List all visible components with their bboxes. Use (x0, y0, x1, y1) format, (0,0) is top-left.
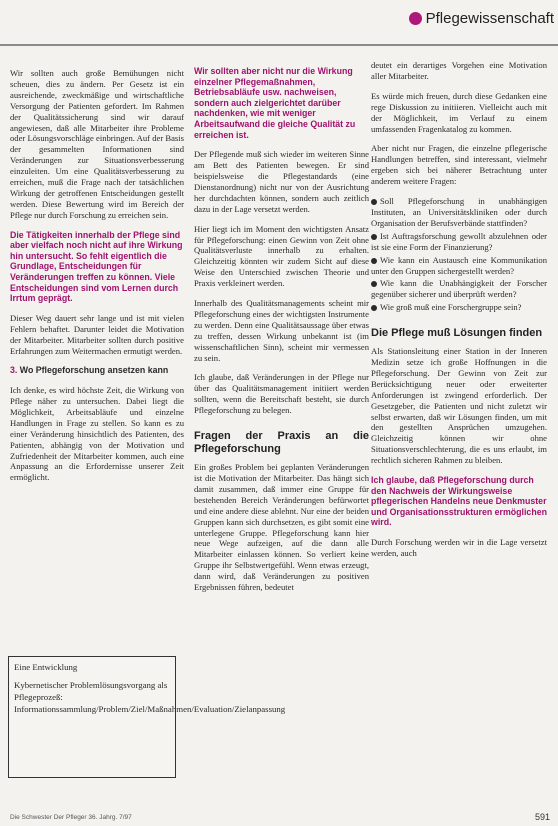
list-item: Ist Auftragsforschung gewollt abzulehnen oder ist sie eine Form der Finanzierung? (371, 230, 547, 252)
bullet-icon (371, 258, 377, 264)
bullet-icon (371, 305, 377, 311)
column-2 (194, 66, 369, 796)
question-list (371, 196, 547, 313)
paragraph: Dieser Weg dauert sehr lange und ist mit vielen Fehlern behaftet. Darunter leidet die Motivation der Mitarbeiter. Mitarbeiter sollten durch positive Erfahrungen zum Weitermachen ermutigt werden. (10, 312, 184, 356)
paragraph: Es würde mich freuen, durch diese Gedanken eine rege Diskussion zu initiieren. Vielleicht auch mit der Möglichkeit, im Verlauf zu einem umfassenden Fragenkatalog zu kommen. (371, 90, 547, 134)
section-dot-icon (409, 12, 422, 25)
paragraph: Wir sollten auch große Bemühungen nicht scheuen, dies zu ändern. Per Gesetz ist ein ausreichende, zweckmäßige und wirtschaftliche Versorgung der Patienten gefordert. Im Rahmen der Qualitätssicherung sind wir darauf angewiesen, daß alle Mitarbeiter ihre Probleme oder Lösungsvorschläge einbringen. Auf der Basis der gesammelten Informationen sind Veränderungen zur Situationsverbesserung einzuleiten. Um eine Qualitätsverbesserung zu erreichen, muß die Frage nach der tatsächlichen Wirkung der getroffenen Entscheidungen gestellt werden. Diese Bewertung wird im Bereich der Pflege nur durch Forschung zu erreichen sein. (10, 68, 184, 220)
section-tag (409, 10, 554, 27)
paragraph: Durch Forschung werden wir in die Lage versetzt werden, auch (371, 537, 547, 558)
section-title: Pflegewissenschaft (425, 10, 554, 27)
paragraph: Innerhalb des Qualitätsmanagements scheint mir Pflegeforschung eines der wichtigsten Instrumente zu werden. Denn eine Qualitätsaussage über etwas zu treffen, dessen Wirkung unbekannt ist (im wissenschaftlichen Sinn), scheint mir vermessen zu sein. (194, 298, 369, 363)
footer-source: Die Schwester Der Pfleger 36. Jahrg. 7/97 (10, 814, 132, 821)
subheading-text: Wo Pflegeforschung ansetzen kann (19, 365, 169, 376)
paragraph: Aber nicht nur Fragen, die einzelne pflegerische Handlungen betreffen, sind interessant, vielmehr ergeben sich bei näherer Betrachtung unter anderem weitere Fragen: (371, 143, 547, 187)
column-3 (371, 60, 547, 790)
paragraph: deutet ein derartiges Vorgehen eine Motivation aller Mitarbeiter. (371, 60, 547, 81)
info-box-title: Eine Entwicklung (14, 662, 78, 672)
bullet-icon (371, 199, 377, 205)
pull-quote: Die Tätigkeiten innerhalb der Pflege sind aber vielfach noch nicht auf ihre Wirkung hin untersucht. So fehlt eigentlich die Grundlage, Entscheidungen für Veränderungen treffen zu können. Viele Entscheidungen sind vom Lernen durch Irrtum geprägt. (10, 229, 183, 304)
pull-quote: Ich glaube, daß Pflegeforschung durch den Nachweis der Wirkungsweise pflegerischen Handelns neue Denkmuster und Organisationsstrukturen ermöglichen wird. (371, 475, 547, 528)
paragraph: Der Pflegende muß sich wieder im weiteren Sinne am Bett des Patienten bewegen. Er sind beispielsweise die Pflegestandards (eine Dienstanordnung) nicht nur von der Ausrichtung her durchdachten können, sondern auch zeitlich dazu in der Lage versetzt werden. (194, 149, 369, 214)
bullet-icon (371, 281, 377, 287)
list-item: Wie groß muß eine Forschergruppe sein? (371, 302, 547, 313)
info-box-body: Kybernetischer Problemlösungsvorgang als Pflegeprozeß: Informationssammlung/Problem/Ziel/Maßnahmen/Evaluation/Zielanpassung (14, 680, 286, 714)
bullet-icon (371, 234, 377, 240)
subheading-number: 3. (10, 365, 18, 376)
paragraph: Ich glaube, daß Veränderungen in der Pflege nur über das Qualitätsmanagement initiiert werden sollten, wenn die Bereitschaft besteht, sie durch Pflegeforschung zu belegen. (194, 372, 369, 416)
list-item: Wie kann ein Austausch eine Kommunikation unter den Gruppen sichergestellt werden? (371, 254, 547, 276)
list-item: Wie kann die Unabhängigkeit der Forscher gegenüber sicherer und überprüft werden? (371, 278, 547, 300)
subheading (10, 365, 184, 376)
page-footer (10, 814, 550, 826)
info-box (8, 656, 286, 778)
paragraph: Als Stationsleitung einer Station in der Inneren Medizin setze ich große Hoffnungen in die Pflegeforschung. Der Gewinn von Zeit zur Berücksichtigung neuer oder erweiterter Anforderungen ist zwingend erforderlich. Der Gesetzgeber, die Patienten und nicht zuletzt wir selbst erwarten, daß wir Lösungen finden, um mit den gestellten Ansprüchen umzugehen. Gleichzeitig können wir ohne Situationsverschlechterung, die es uns erlaubt, im rechtlich sicheren Rahmen zu bleiben. (371, 346, 547, 466)
paragraph: Hier liegt ich im Moment den wichtigsten Ansatz für Pflegeforschung: einen Gewinn von Zeit ohne Qualitätsverluste innerhalb zu erhalten. Gleichzeitig könnten wir zudem Sicht auf diese Weise den Unterschied zwischen Theorie und Praxis verkleinert werden. (194, 223, 369, 289)
paragraph: Ich denke, es wird höchste Zeit, die Wirkung von Pflege näher zu untersuchen. Dabei liegt die Möglichkeit, Arbeitsabläufe und einzelne Handlungen in Frage zu stellen. So kann es zu einer Veränderung hinsichtlich des Patienten, des Patienten, abhängig von der Motivation und Zufriedenheit der Mitarbeiter kommen, auch eine Anpassung an die Erfordernisse unserer Zeit ermöglicht. (10, 385, 184, 483)
list-item: Soll Pflegeforschung in unabhängigen Instituten, an Universitätskliniken oder durch Organisation der Berufsverbände stattfinden? (371, 196, 547, 228)
section-heading: Fragen der Praxis an die Pflegeforschung (194, 430, 369, 456)
section-heading: Die Pflege muß Lösungen finden (371, 327, 543, 340)
page-number: 591 (534, 812, 550, 822)
header-rule (0, 44, 558, 46)
pull-quote: Wir sollten aber nicht nur die Wirkung einzelner Pflegemaßnahmen, Betriebsabläufe usw. nachweisen, sondern auch zielgerichtet darüber nachdenken, wie mit weniger Arbeitsaufwand die gleiche Qualität zu erreichen ist. (194, 66, 356, 140)
paragraph: Ein großes Problem bei geplanten Veränderungen ist die Motivation der Mitarbeiter. Das hängt sich damit zusammen, daß immer eine Gruppe für bestehenden Bereich Veränderungen befürwortet und eine andere diese ablehnt. Nur eine der beiden Gruppen kann sich durchsetzen, es gibt somit eine unterlegene Gruppe. Pflegeforschung kann hier neue Wege aufzeigen, auf die dann alle Mitarbeiter einlassen können. So verliert keine Gruppe ihr Selbstwertgefühl. Wenn etwas erzeugt, dann wird, daß Veränderungen zu positiven Ergebnissen führen, bedeutet (194, 462, 369, 593)
